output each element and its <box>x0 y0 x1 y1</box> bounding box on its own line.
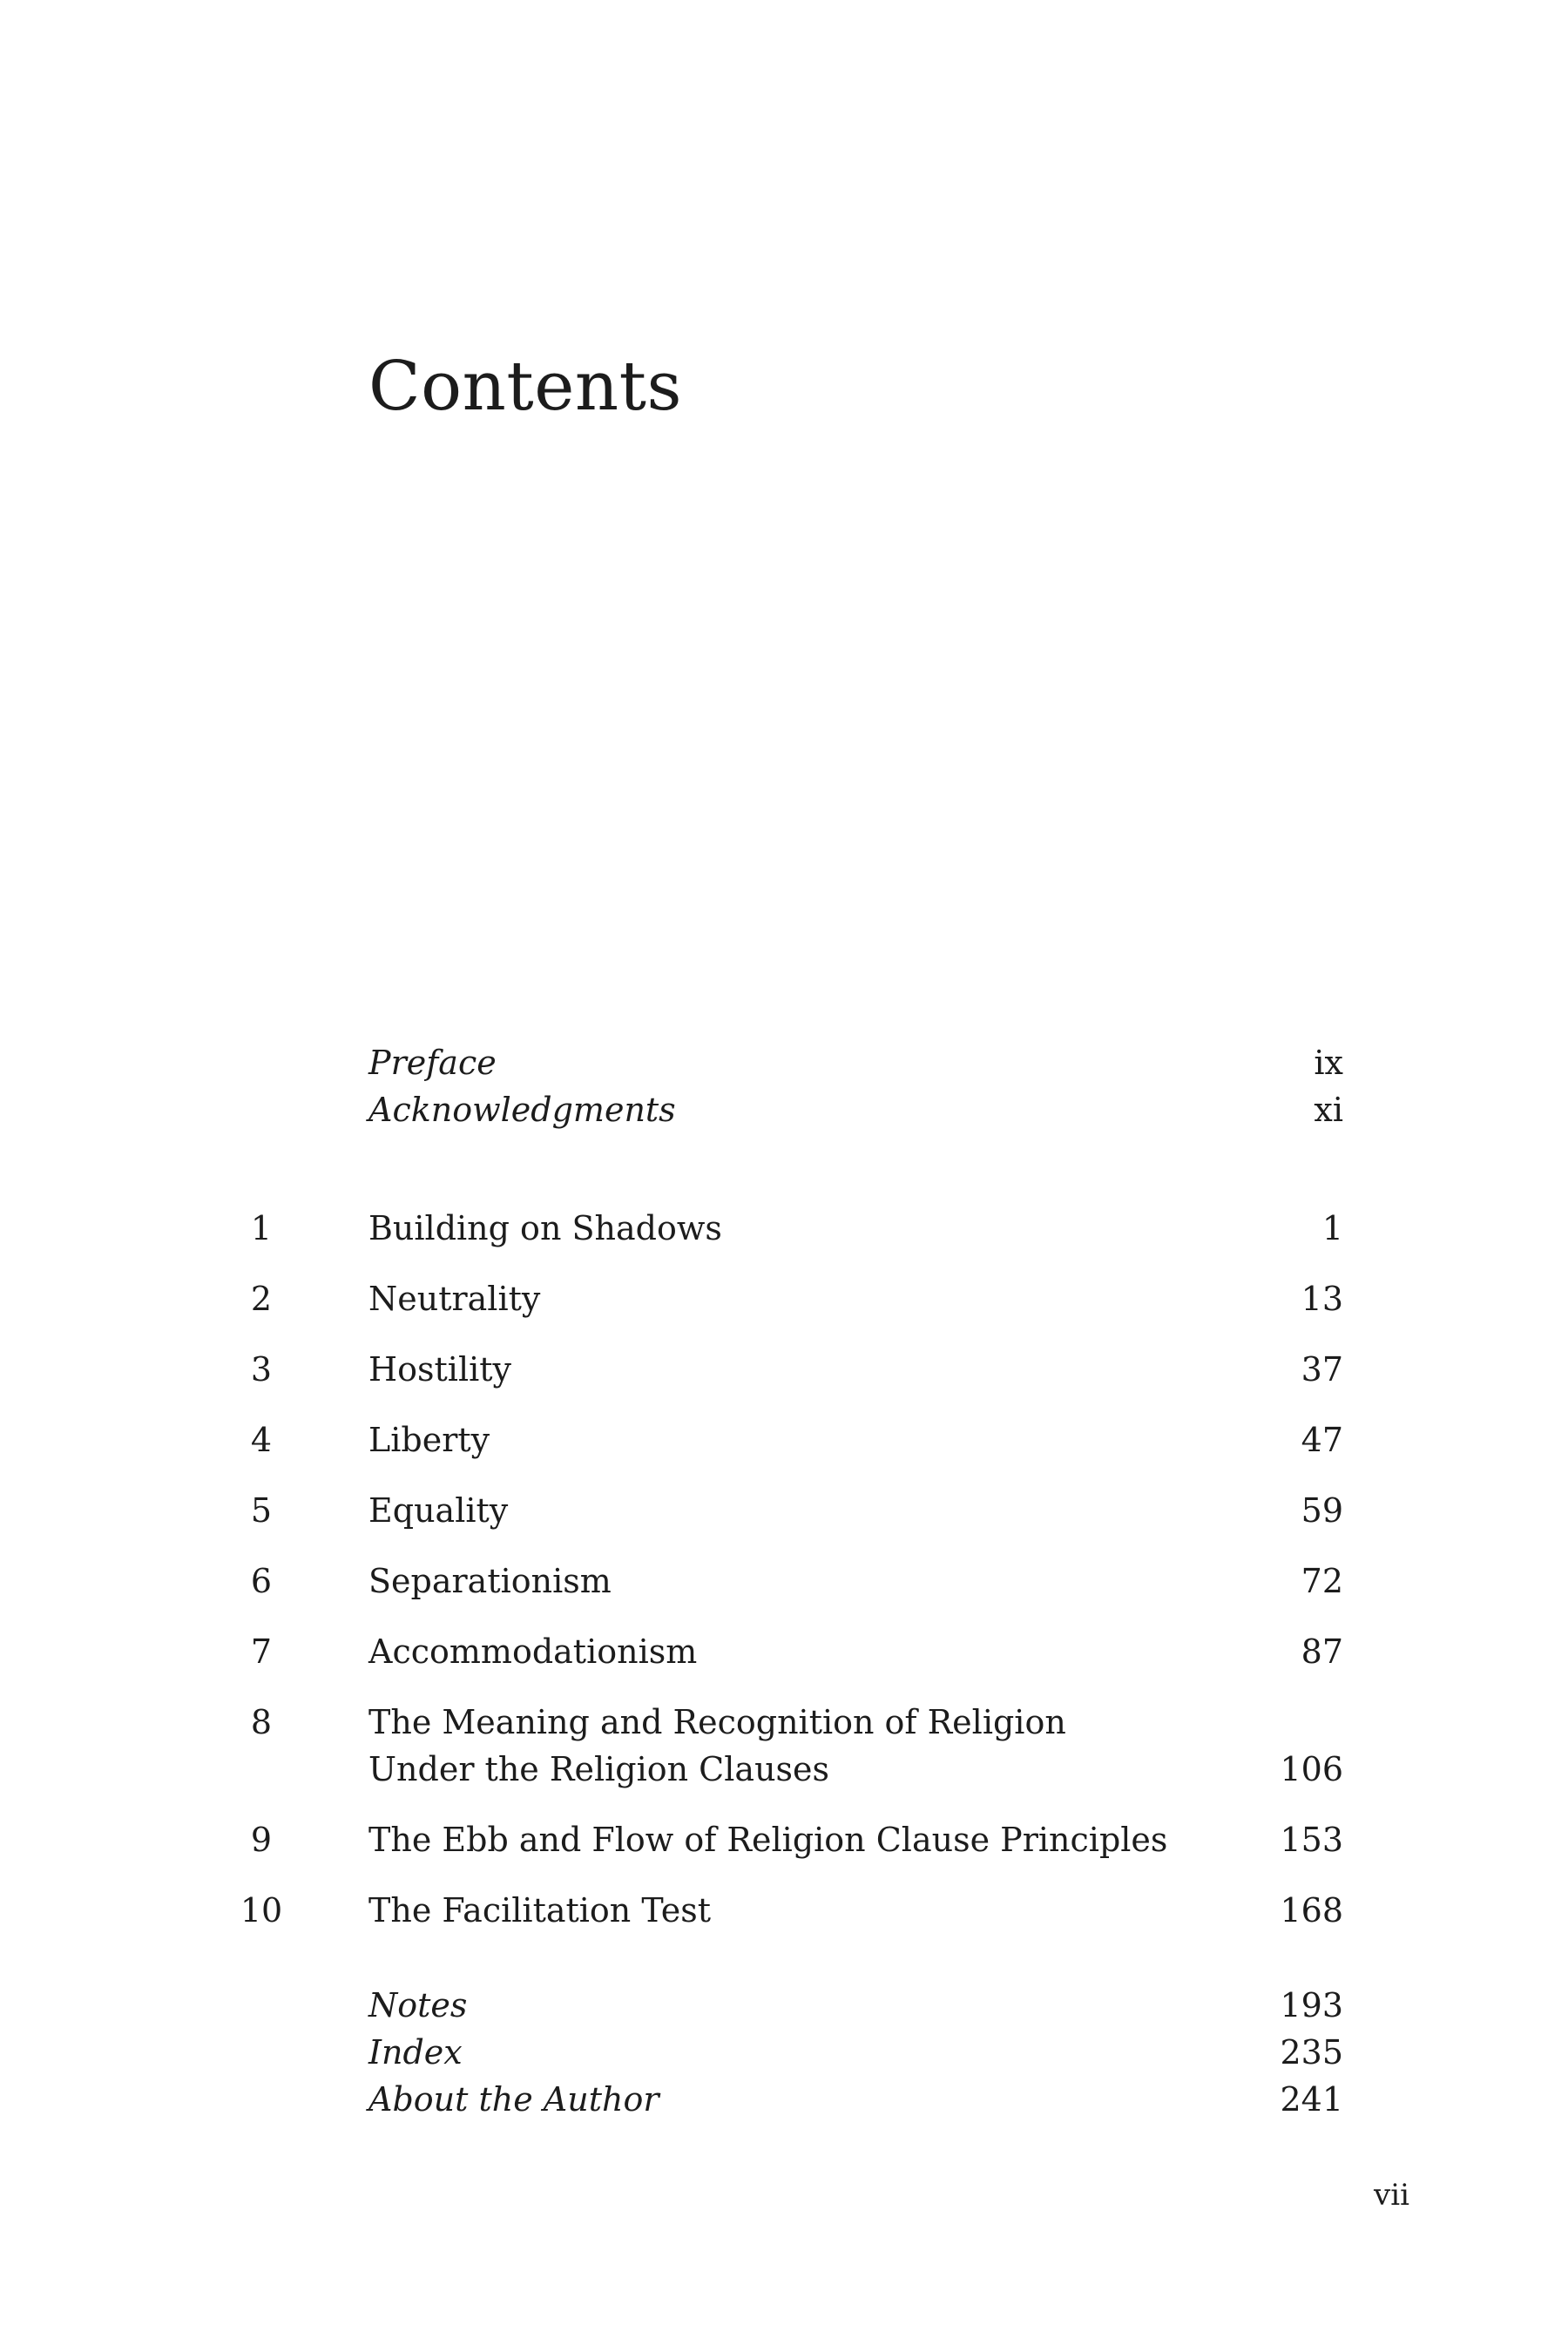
chapter-page: 153 <box>1280 1821 1343 1859</box>
chapter-number: 2 <box>250 1280 273 1318</box>
toc-entry-page: ix <box>1314 1044 1343 1082</box>
chapter-number: 4 <box>250 1421 273 1459</box>
chapter-title: Hostility <box>368 1350 511 1389</box>
chapter-number: 1 <box>250 1209 273 1247</box>
chapter-page: 106 <box>1280 1750 1343 1788</box>
toc-entry-title: Index <box>368 2033 463 2072</box>
toc-entry-title: Preface <box>368 1044 497 1082</box>
chapter-title-line-2: Under the Religion Clauses <box>368 1750 830 1788</box>
toc-entry-page: 193 <box>1280 1986 1343 2024</box>
chapter-number: 7 <box>250 1632 273 1671</box>
chapter-page: 13 <box>1301 1280 1343 1318</box>
chapter-title: Accommodationism <box>368 1632 698 1671</box>
chapter-page: 72 <box>1301 1562 1343 1600</box>
chapter-number: 6 <box>250 1562 273 1600</box>
chapter-number: 5 <box>250 1491 273 1530</box>
chapter-page: 59 <box>1301 1491 1343 1530</box>
toc-entry-title: Acknowledgments <box>368 1091 676 1129</box>
toc-entry-page: xi <box>1314 1091 1343 1129</box>
chapter-page: 168 <box>1280 1891 1343 1930</box>
chapter-title: The Ebb and Flow of Religion Clause Principles <box>368 1821 1168 1859</box>
chapter-number: 3 <box>250 1350 273 1389</box>
page-folio: vii <box>1374 2178 1409 2213</box>
toc-entry-title: Notes <box>368 1986 468 2024</box>
toc-chapter-entry <box>0 1699 1568 1793</box>
chapter-title: Neutrality <box>368 1280 541 1318</box>
chapter-title: Separationism <box>368 1562 612 1600</box>
chapter-page: 47 <box>1301 1421 1343 1459</box>
toc-entry-page: 235 <box>1280 2033 1343 2072</box>
toc-entry-page: 241 <box>1280 2080 1343 2119</box>
chapter-title: Building on Shadows <box>368 1209 722 1247</box>
chapter-page: 37 <box>1301 1350 1343 1389</box>
chapter-title: The Facilitation Test <box>368 1891 712 1930</box>
chapter-page: 87 <box>1301 1632 1343 1671</box>
chapter-title: Equality <box>368 1491 509 1530</box>
chapter-number: 9 <box>250 1821 273 1859</box>
chapter-number: 10 <box>240 1891 283 1930</box>
chapter-page: 1 <box>1321 1209 1343 1247</box>
chapter-title-line-1: The Meaning and Recognition of Religion <box>368 1703 1066 1741</box>
page-title: Contents <box>368 348 682 426</box>
toc-entry-title: About the Author <box>368 2080 659 2119</box>
chapter-number: 8 <box>250 1703 273 1741</box>
chapter-title: Liberty <box>368 1421 490 1459</box>
